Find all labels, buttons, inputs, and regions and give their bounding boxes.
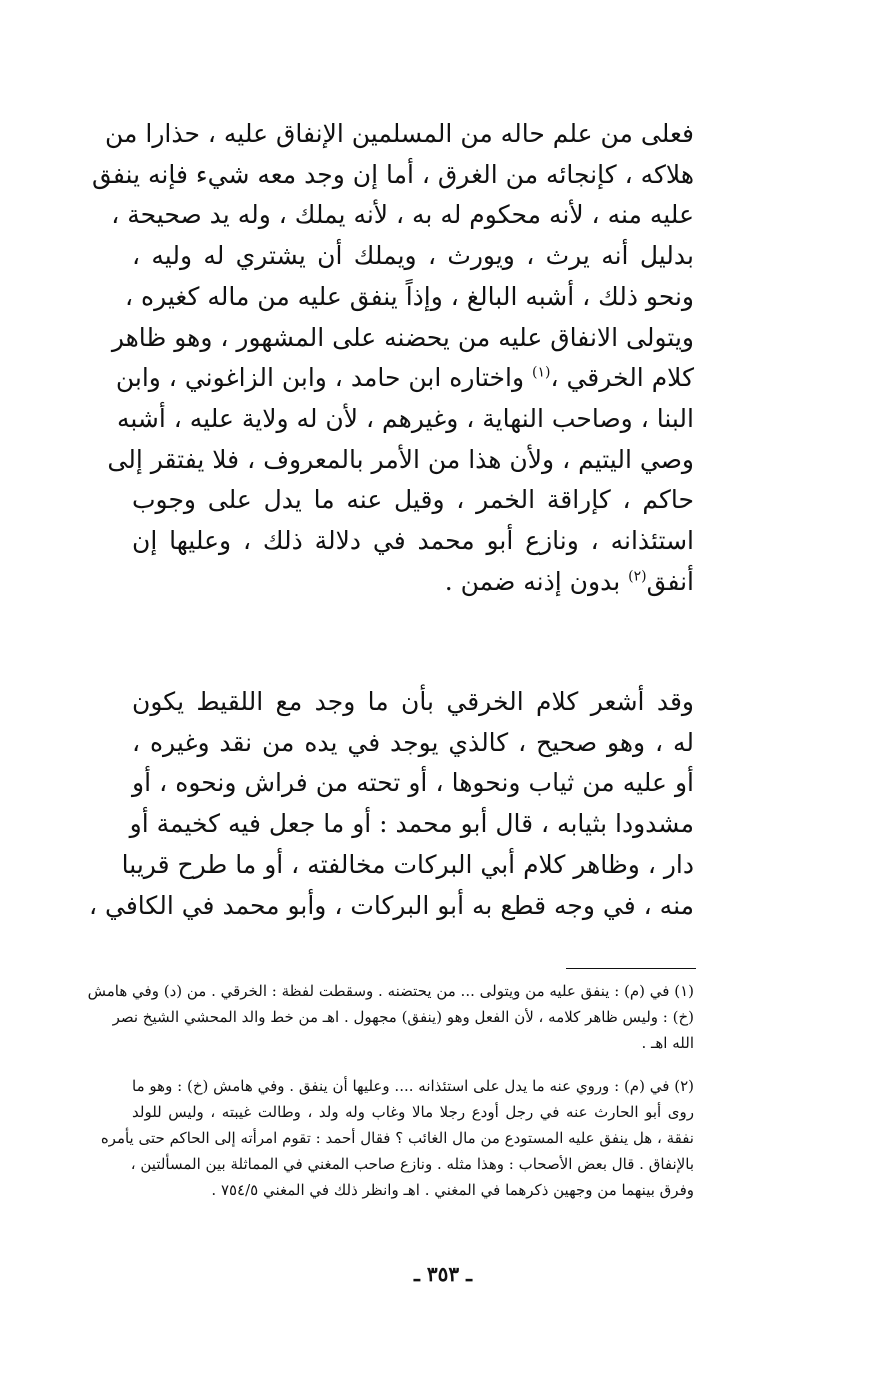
- text-line: وقد أشعر كلام الخرقي بأن ما وجد مع اللقيط يكون: [132, 687, 694, 716]
- text-line-with-footnote-ref: [132, 562, 694, 603]
- main-paragraph-1: [92, 114, 694, 602]
- text-line: له ، وهو صحيح ، كالذي يوجد في يده من نقد وغيره ،: [132, 727, 694, 757]
- text-line: بدليل أنه يرث ، ويورث ، ويملك أن يشتري له وليه ،: [132, 241, 694, 271]
- text-line-with-footnote-ref: [115, 358, 694, 399]
- text-line: البنا ، وصاحب النهاية ، وغيرهم ، لأن له ولاية عليه ، أشبه: [116, 403, 694, 433]
- text-line: ويتولى الانفاق عليه من يحضنه على المشهور ، وهو ظاهر: [111, 322, 694, 352]
- footnote-line: بالإنفاق . قال بعض الأصحاب : وهذا مثله . ونازع صاحب المغني في المماثلة بين المسألتين ،: [130, 1155, 694, 1173]
- footnote-separator: [566, 968, 696, 969]
- page-number: ـ ٣٥٣ ـ: [414, 1262, 472, 1286]
- footnote-line: نفقة ، هل ينفق عليه المستودع من مال الغائب ؟ فقال أحمد : تقوم امرأته إلى الحاكم حتى يأمره: [100, 1129, 694, 1147]
- text-line: عليه منه ، لأنه محكوم له به ، لأنه يملك ، وله يد صحيحة ،: [111, 200, 694, 230]
- text-line: مشدودا بثيابه ، قال أبو محمد : أو ما جعل فيه كخيمة أو: [129, 809, 694, 839]
- text-line: هلاكه ، كإنجائه من الغرق ، أما إن وجد معه شيء فإنه ينفق: [92, 159, 694, 189]
- text-line: وصي اليتيم ، ولأن هذا من الأمر بالمعروف ، فلا يفتقر إلى: [107, 444, 694, 474]
- footnote-line: (٢) في (م) : وروي عنه ما يدل على استئذانه .... وعليها أن ينفق . وفي هامش (خ) : وهو ما: [132, 1077, 694, 1095]
- footnote-line: (١) في (م) : ينفق عليه من ويتولى ... من يحتضنه . وسقطت لفظة : الخرقي . من (د) وفي هامش: [87, 982, 694, 1000]
- footnote-line: روى أبو الحارث عنه في رجل أودع رجلا مالا وغاب وله ولد ، وطالت غيبته ، وليس للولد: [132, 1103, 694, 1121]
- text-segment: أنفق: [646, 566, 694, 596]
- text-segment: كلام الخرقي ،: [550, 363, 694, 393]
- text-line: استئذانه ، ونازع أبو محمد في دلالة ذلك ، وعليها إن: [132, 526, 694, 556]
- footnote-line: الله اهـ .: [641, 1034, 694, 1052]
- text-line: منه ، في وجه قطع به أبو البركات ، وأبو محمد في الكافي ،: [88, 890, 694, 920]
- footnote-ref-1[interactable]: (١): [531, 364, 551, 381]
- text-line: فعلى من علم حاله من المسلمين الإنفاق عليه ، حذارا من: [105, 119, 694, 148]
- text-line: أو عليه من ثياب ونحوها ، أو تحته من فراش ونحوه ، أو: [132, 768, 694, 798]
- text-segment: واختاره ابن حامد ، وابن الزاغوني ، وابن: [115, 363, 532, 393]
- text-line: دار ، وظاهر كلام أبي البركات مخالفته ، أو ما طرح قريبا: [121, 849, 694, 879]
- main-paragraph-2: [88, 682, 694, 926]
- footnote-ref-2[interactable]: (٢): [628, 568, 647, 585]
- footnote-2: [100, 1073, 694, 1203]
- text-line: حاكم ، كإراقة الخمر ، وقيل عنه ما يدل على وجوب: [132, 485, 694, 515]
- text-line: ونحو ذلك ، أشبه البالغ ، وإذاً ينفق عليه من ماله كغيره ،: [124, 281, 694, 311]
- footnote-line: وفرق بينهما من وجهين ذكرهما في المغني . اهـ وانظر ذلك في المغني ٧٥٤/٥ .: [211, 1181, 694, 1199]
- footnote-1: [87, 978, 694, 1056]
- text-segment: بدون إذنه ضمن .: [444, 566, 629, 596]
- footnote-line: (خ) : وليس ظاهر كلامه ، لأن الفعل وهو (ينفق) مجهول . اهـ من خط والد المحشي الشيخ نصر: [112, 1008, 694, 1026]
